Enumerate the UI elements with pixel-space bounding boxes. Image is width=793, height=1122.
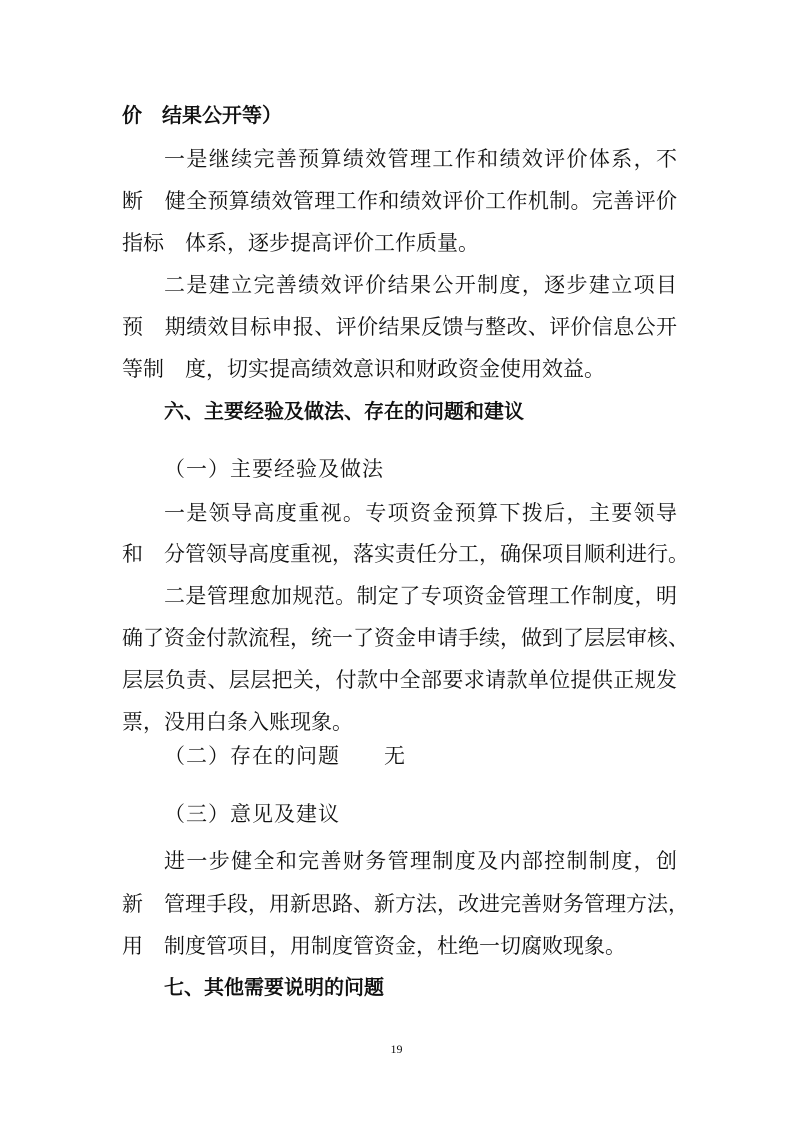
subsection-heading: （三）意见及建议 bbox=[164, 802, 340, 826]
subsection-heading: （二）存在的问题 无 bbox=[164, 744, 406, 768]
paragraph-line: 二是管理愈加规范。制定了专项资金管理工作制度，明 bbox=[164, 584, 677, 608]
paragraph-line: 二是建立完善绩效评价结果公开制度，逐步建立项目 bbox=[164, 273, 677, 297]
section-heading: 六、主要经验及做法、存在的问题和建议 bbox=[164, 399, 524, 423]
paragraph-line: 预 期绩效目标申报、评价结果反馈与整改、评价信息公开 bbox=[122, 315, 677, 339]
paragraph-line: 一是继续完善预算绩效管理工作和绩效评价体系，不 bbox=[164, 147, 677, 171]
paragraph-line: 进一步健全和完善财务管理制度及内部控制制度，创 bbox=[164, 849, 677, 873]
page-number: 19 bbox=[390, 1042, 403, 1056]
paragraph-line: 用 制度管项目，用制度管资金，杜绝一切腐败现象。 bbox=[122, 934, 626, 958]
paragraph-line: 价 结果公开等） bbox=[122, 103, 282, 127]
paragraph-line: 新 管理手段，用新思路、新方法，改进完善财务管理方法， bbox=[122, 892, 689, 916]
paragraph-line: 断 健全预算绩效管理工作和绩效评价工作机制。完善评价 bbox=[122, 189, 677, 213]
subsection-heading: （一）主要经验及做法 bbox=[164, 457, 384, 481]
paragraph-line: 确了资金付款流程，统一了资金申请手续，做到了层层审核、 bbox=[122, 626, 689, 650]
paragraph-line: 和 分管领导高度重视，落实责任分工，确保项目顺利进行。 bbox=[122, 542, 689, 566]
section-heading: 七、其他需要说明的问题 bbox=[164, 975, 384, 999]
paragraph-line: 一是领导高度重视。专项资金预算下拨后，主要领导 bbox=[164, 501, 677, 525]
paragraph-line: 票，没用白条入账现象。 bbox=[122, 710, 353, 734]
paragraph-line: 等制 度，切实提高绩效意识和财政资金使用效益。 bbox=[122, 357, 605, 381]
paragraph-line: 层层负责、层层把关，付款中全部要求请款单位提供正规发 bbox=[122, 668, 677, 692]
paragraph-line: 指标 体系，逐步提高评价工作质量。 bbox=[122, 231, 479, 255]
